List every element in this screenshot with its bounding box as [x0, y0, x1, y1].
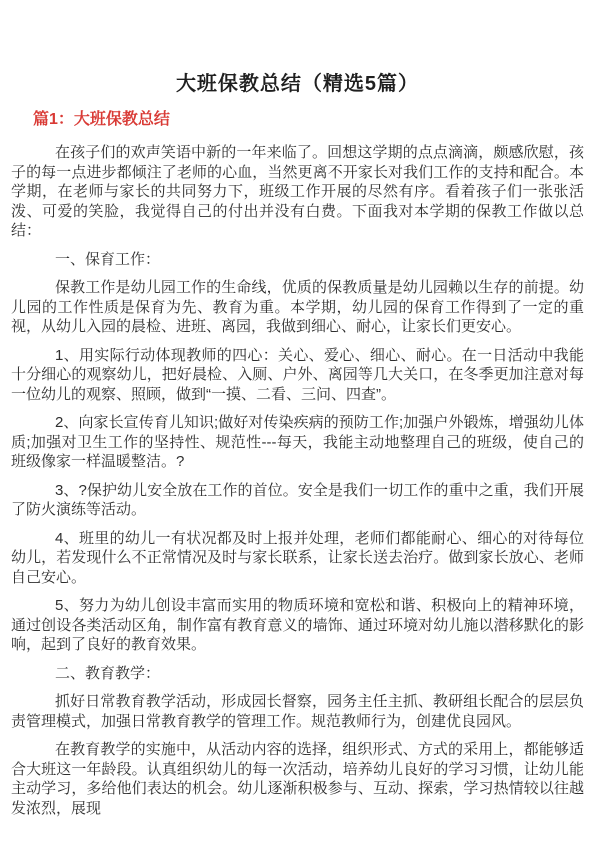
paragraph-section1-overview: 保教工作是幼儿园工作的生命线，优质的保教质量是幼儿园赖以生存的前提。幼儿园的工作性质是保育为先、教育为重。本学期，幼儿园的保育工作得到了一定的重视，从幼儿入园的晨检、进班、离园，我做到细心、耐心，让家长们更安心。 — [11, 279, 584, 335]
paragraph-section2-overview: 抓好日常教育教学活动，形成园长督察，园务主任主抓、教研组长配合的层层负责管理模式，加强日常教育教学的管理工作。规范教师行为，创建优良园风。 — [11, 693, 584, 730]
paragraph-item-1: 1、用实际行动体现教师的四心：关心、爱心、细心、耐心。在一日活动中我能十分细心的观察幼儿，把好晨检、入厕、户外、离园等几大关口，在冬季更加注意对每一位幼儿的观察、照顾，做到“一摸、二看、三问、四查”。 — [11, 346, 584, 403]
section-1-heading: 一、保育工作： — [55, 250, 161, 268]
paragraph-section2-implementation: 在教育教学的实施中，从活动内容的选择，组织形式、方式的采用上，都能够适合大班这一年龄段。认真组织幼儿的每一次活动，培养幼儿良好的学习习惯，让幼儿能主动学习，多给他们表达的机会。幼儿逐渐积极参与、互动、探索，学习热情较以往越发浓烈，展现 — [11, 741, 584, 817]
paragraph-intro: 在孩子们的欢声笑语中新的一年来临了。回想这学期的点点滴滴，颇感欣慰，孩子的每一点进步都倾注了老师的心血，当然更离不开家长对我们工作的支持和配合。本学期，在老师与家长的共同努力下，班级工作开展的尽然有序。看着孩子们一张张活泼、可爱的笑脸，我觉得自己的付出并没有白费。下面我对本学期的保教工作做以总结： — [11, 144, 584, 239]
section-2-heading: 二、教育教学： — [55, 664, 161, 682]
paragraph-item-3: 3、?保护幼儿安全放在工作的首位。安全是我们一切工作的重中之重，我们开展了防火演练等活动。 — [11, 481, 584, 518]
article-heading: 篇1：大班保教总结 — [33, 111, 170, 128]
paragraph-item-5: 5、努力为幼儿创设丰富而实用的物质环境和宽松和谐、积极向上的精神环境，通过创设各类活动区角，制作富有教育意义的墙饰、通过环境对幼儿施以潜移默化的影响，起到了良好的教育效果。 — [11, 597, 584, 653]
paragraph-item-4: 4、班里的幼儿一有状况都及时上报并处理，老师们都能耐心、细心的对待每位幼儿，若发现什么不正常情况及时与家长联系，让家长送去治疗。做到家长放心、老师自己安心。 — [11, 529, 584, 586]
paragraph-item-2: 2、向家长宣传育儿知识;做好对传染疾病的预防工作;加强户外锻炼，增强幼儿体质;加强对卫生工作的坚持性、规范性---每天，我能主动地整理自己的班级，使自己的班级像家一样温暖整洁。? — [11, 414, 584, 470]
page-title: 大班保教总结（精选5篇） — [175, 73, 420, 95]
